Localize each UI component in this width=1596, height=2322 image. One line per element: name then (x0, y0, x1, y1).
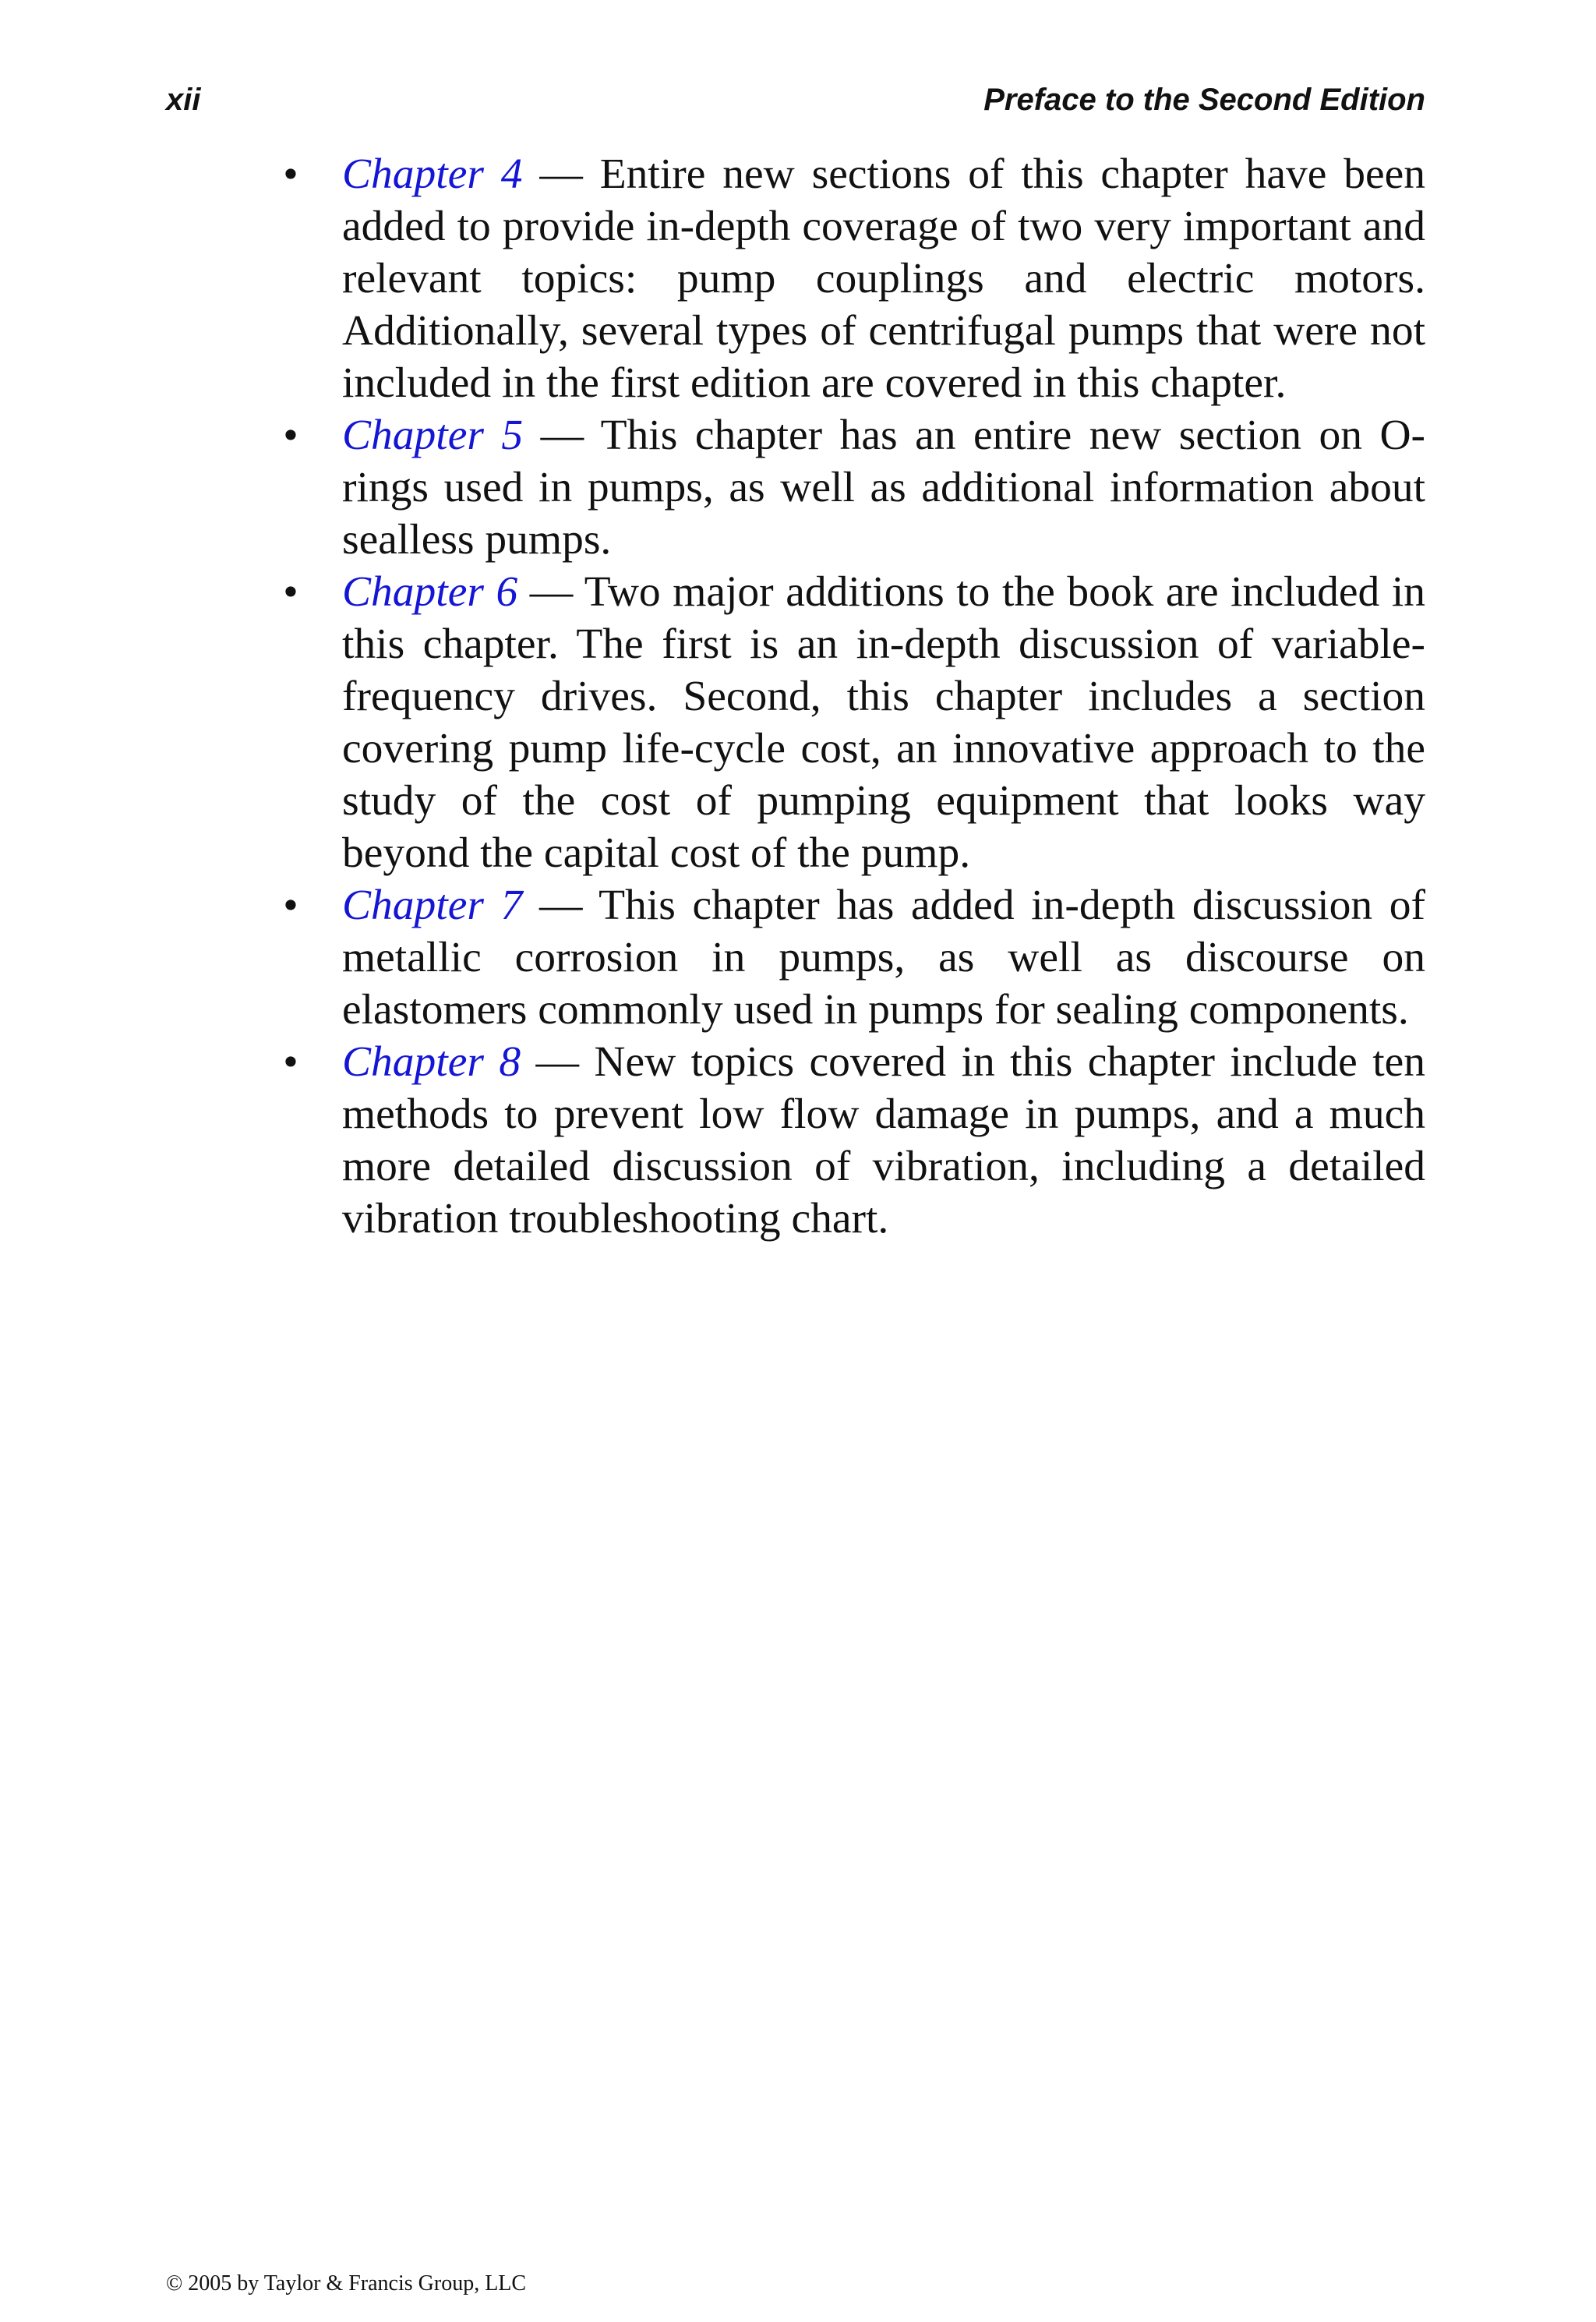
copyright-footer: © 2005 by Taylor & Francis Group, LLC (166, 2271, 527, 2295)
chapter-list (283, 148, 1426, 1245)
bullet-icon: • (283, 882, 298, 929)
chapter-7-description: — This chapter has added in-depth discussion of metallic corrosion in pumps, as well as discourse on elastomers commonly used in pumps for sealing components. (342, 882, 1425, 1034)
running-head: Preface to the Second Edition (983, 83, 1425, 117)
chapter-item-5 (283, 409, 1426, 566)
chapter-6-link[interactable]: Chapter 6 (342, 568, 518, 616)
chapter-8-link[interactable]: Chapter 8 (342, 1038, 521, 1086)
bullet-icon: • (283, 568, 298, 616)
bullet-icon: • (283, 150, 298, 198)
chapter-item-7 (283, 879, 1425, 1036)
chapter-8-description: — New topics covered in this chapter include ten methods to prevent low flow damage in pumps, and a much more detailed discussion of vibration, including a detailed vibration troubleshooting chart. (342, 1038, 1425, 1242)
chapter-item-4 (283, 148, 1425, 409)
bullet-icon: • (283, 412, 298, 459)
chapter-5-link[interactable]: Chapter 5 (342, 412, 524, 459)
chapter-7-link[interactable]: Chapter 7 (342, 882, 523, 929)
chapter-item-8 (283, 1036, 1425, 1245)
chapter-4-link[interactable]: Chapter 4 (342, 150, 523, 198)
bullet-icon: • (283, 1038, 298, 1086)
chapter-4-description: — Entire new sections of this chapter have been added to provide in-depth coverage of two very important and relevant topics: pump couplings and electric motors. Additionally, several types of centrifugal pumps that were not included in the first edition are covered in this chapter. (342, 150, 1425, 407)
chapter-6-description: — Two major additions to the book are included in this chapter. The first is an in-depth discussion of variable-frequency drives. Second, this chapter includes a section covering pump life-cycle cost, an innovative approach to the study of the cost of pumping equipment that looks way beyond the capital cost of the pump. (342, 568, 1425, 877)
chapter-item-6 (283, 566, 1425, 879)
chapter-5-description: — This chapter has an entire new section on O-rings used in pumps, as well as additional information about sealless pumps. (342, 412, 1426, 564)
page-number: xii (166, 83, 201, 117)
